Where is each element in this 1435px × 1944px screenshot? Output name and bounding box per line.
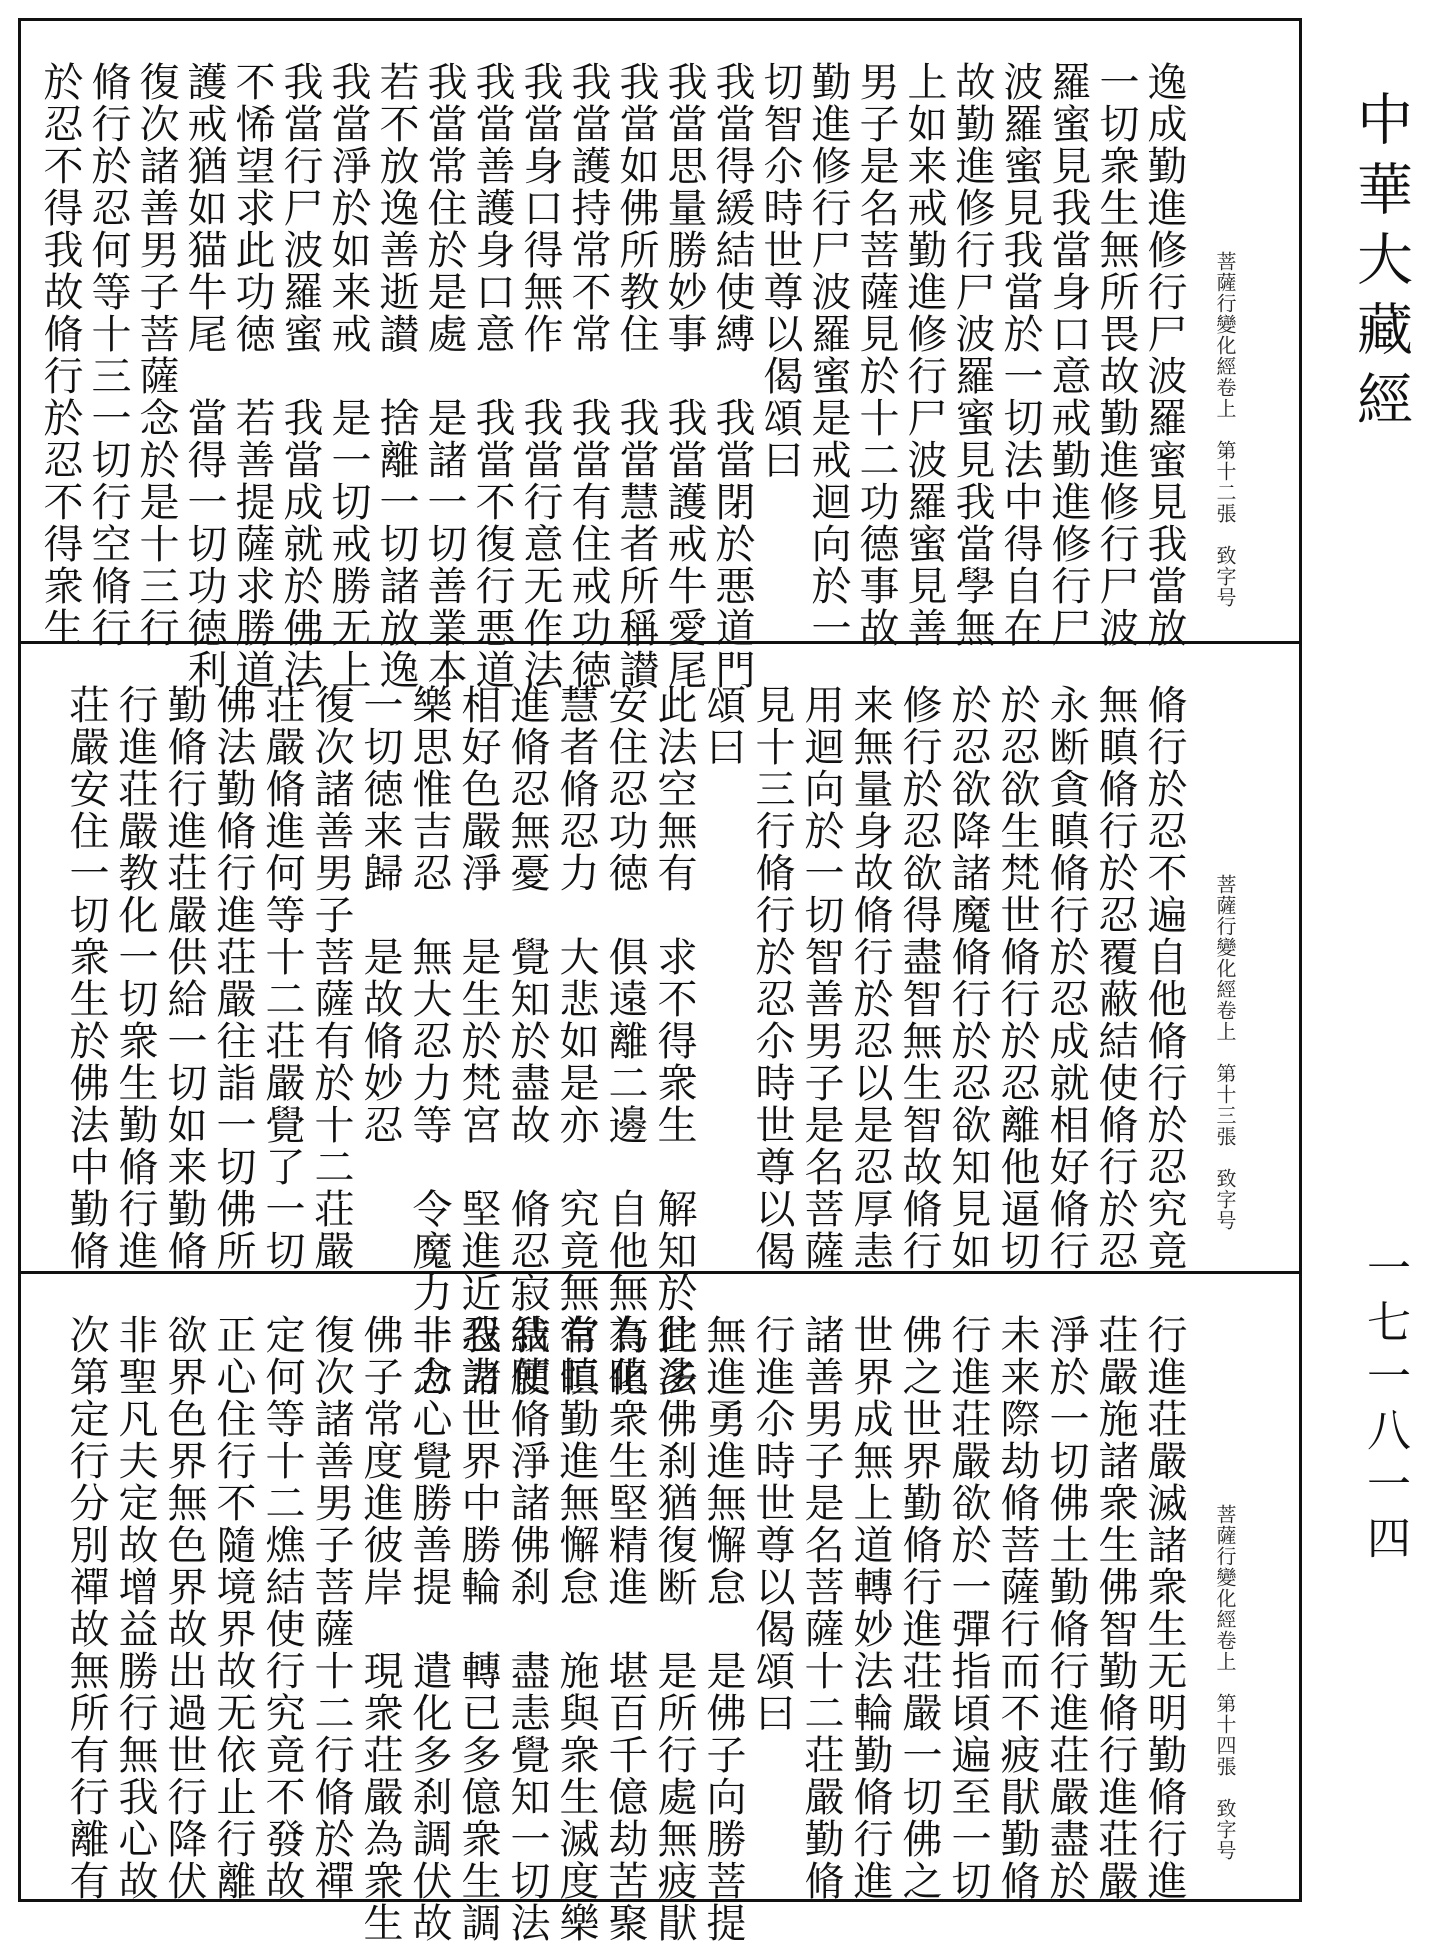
text-column: 行進荘嚴教化一切衆生勤脩行進 [112, 684, 158, 1272]
text-column: 永断貪瞋脩行於忍成就相好脩行 [1043, 684, 1089, 1272]
verse-column: 我當得緩結使縛 我當閉於悪道門 [709, 61, 755, 691]
verse-column: 我當思量勝妙事 我當護戒牛愛尾 [661, 61, 707, 691]
text-column: 世界成無上道轉妙法輪勤脩行進 [847, 1314, 893, 1902]
text-column: 荘嚴施諸衆生佛智勤脩行進荘嚴 [1092, 1314, 1138, 1902]
text-column: 荘嚴安住一切衆生於佛法中勤脩 [63, 684, 109, 1272]
verse-column: 我當身口得無作 我當行意无作法 [517, 61, 563, 691]
verse-column: 往多佛刹猶復断 是所行處無疲猒 [651, 1314, 697, 1944]
text-column: 故勤進修行尸波羅蜜見我當學無 [949, 61, 995, 649]
text-column: 勤進修行尸波羅蜜是戒迴向於一 [805, 61, 851, 649]
text-column: 復次諸善男子菩薩念於是十三行 [133, 61, 179, 649]
text-column: 諸善男子是名菩薩十二荘嚴勤脩 [798, 1314, 844, 1902]
text-column: 定何等十二燋結使行究竟不發故 [259, 1314, 305, 1902]
text-column: 行進荘嚴滅諸衆生无明勤脩行進 [1141, 1314, 1187, 1902]
verse-column: 我當常住於是處 是諸一切善業本 [421, 61, 467, 691]
verse-column: 樂思惟吉忍 無大忍力等 令魔力非力 [406, 684, 452, 1398]
verse-column: 無進勇進無懈怠 是佛子向勝菩提 [700, 1314, 746, 1944]
verse-column: 常恒勤進無懈怠 施與衆生滅度樂 [553, 1314, 599, 1944]
text-column: 脩行於忍何等十三一切行空脩行 [85, 61, 131, 649]
text-column: 復次諸善男子菩薩十二行脩於禪 [308, 1314, 354, 1902]
panel-13 [21, 644, 1299, 1398]
text-column: 行進尒時世尊以偈頌曰 [749, 1314, 795, 1734]
running-header: 菩薩行變化經卷上 第十二張 致字号 [1213, 251, 1237, 608]
verse-column: 一念心覺勝善提 遣化多刹調伏故 [406, 1314, 452, 1944]
text-column: 欲界色界無色界故出過世行降伏 [161, 1314, 207, 1902]
text-column: 波羅蜜見我當於一切法中得自在 [997, 61, 1043, 649]
verse-column: 我當行尸波羅蜜 我當成就於佛法 [277, 61, 323, 691]
text-column: 行進荘嚴欲於一彈指頃遍至一切 [945, 1314, 991, 1902]
series-title: 中華大藏經 [1348, 90, 1413, 440]
verse-column: 此法空無有 求不得衆生 解知於此法 [651, 684, 697, 1398]
verse-column: 安住忍功徳 俱遠離二邊 自他無有瞋 [602, 684, 648, 1398]
text-column: 於忍欲生梵世脩行於忍離他逼切 [994, 684, 1040, 1272]
text-column: 上如来戒勤進修行尸波羅蜜見善 [901, 61, 947, 649]
text-column: 来無量身故脩行於忍以是忍厚恚 [847, 684, 893, 1272]
text-column: 勤脩行進荘嚴供給一切如来勤脩 [161, 684, 207, 1272]
verse-column: 我當護持常不常 我當有住戒功徳 [565, 61, 611, 691]
panel-14 [21, 1274, 1299, 1944]
verse-column: 我當善護身口意 我當不復行悪道 [469, 61, 515, 691]
verse-column: 我當如佛所教住 我當慧者所稱讃 [613, 61, 659, 691]
verse-column: 慧者脩忍力 大悲如是亦 究竟無有瞋 [553, 684, 599, 1398]
verse-column: 佛子常度進彼岸 現衆荘嚴為衆生 [357, 1314, 403, 1944]
running-header: 菩薩行變化經卷上 第十四張 致字号 [1213, 1504, 1237, 1861]
text-column: 於忍欲降諸魔脩行於忍欲知見如 [945, 684, 991, 1272]
verse-column: 若不放逸善逝讃 捨離一切諸放逸 [373, 61, 419, 691]
text-column: 切智尒時世尊以偈頌曰 [757, 61, 803, 481]
text-column: 佛法勤脩行進荘嚴往詣一切佛所 [210, 684, 256, 1272]
text-column: 見十三行脩行於忍尒時世尊以偈 [749, 684, 795, 1272]
text-column: 頌曰 [700, 684, 746, 768]
page-frame [18, 18, 1302, 1944]
text-column: 男子是名菩薩見於十二功德事故 [853, 61, 899, 649]
text-column: 淨於一切佛土勤脩行進荘嚴盡於 [1043, 1314, 1089, 1902]
verse-column: 一切徳来歸 是故脩妙忍 [357, 684, 403, 1146]
text-column: 於忍不得我故脩行於忍不得衆生 [37, 61, 83, 649]
text-column: 一切衆生無所畏故勤進修行尸波 [1093, 61, 1139, 649]
text-column: 正心住行不隨境界故无依止行離 [210, 1314, 256, 1902]
verse-column: 不悕望求此功徳 若善提薩求勝道 [229, 61, 275, 691]
text-column: 羅蜜見我當身口意戒勤進修行尸 [1045, 61, 1091, 649]
text-column: 未来際劫脩菩薩行而不疲猒勤脩 [994, 1314, 1040, 1902]
verse-column: 相好色嚴淨 是生於梵宮 堅進近忍力 [455, 684, 501, 1398]
verse-column: 護戒猶如猫牛尾 當得一切功徳利 [181, 61, 227, 691]
panel-12 [21, 21, 1299, 691]
verse-column: 為化衆生堅精進 堪百千億劫苦聚 [602, 1314, 648, 1944]
verse-column: 我當淨於如来戒 是一切戒勝无上 [325, 61, 371, 691]
text-column: 脩行於忍不遍自他脩行於忍究竟 [1141, 684, 1187, 1272]
verse-column: 我諸世界中勝輪 轉已多億衆生調 [455, 1314, 501, 1944]
text-column: 逸成勤進修行尸波羅蜜見我當放 [1141, 61, 1187, 649]
text-column: 修行於忍欲得盡智無生智故脩行 [896, 684, 942, 1272]
text-column: 復次諸善男子菩薩有於十二荘嚴 [308, 684, 354, 1272]
text-column: 用迴向於一切智善男子是名菩薩 [798, 684, 844, 1272]
verse-column: 進脩忍無憂 覺知於盡故 脩忍寂結使 [504, 684, 550, 1398]
text-column: 無瞋脩行於忍覆蔽結使脩行於忍 [1092, 684, 1138, 1272]
verse-column: 我願脩淨諸佛刹 盡恚覺知一切法 [504, 1314, 550, 1944]
page-number: 一七一八一四 [1359, 1245, 1410, 1569]
running-header: 菩薩行變化經卷上 第十三張 致字号 [1213, 874, 1237, 1231]
text-column: 荘嚴脩進何等十二荘嚴覺了一切 [259, 684, 305, 1272]
text-column: 非聖凡夫定故增益勝行無我心故 [112, 1314, 158, 1902]
text-column: 次第定行分別禪故無所有行離有 [63, 1314, 109, 1902]
text-column: 佛之世界勤脩行進荘嚴一切佛之 [896, 1314, 942, 1902]
